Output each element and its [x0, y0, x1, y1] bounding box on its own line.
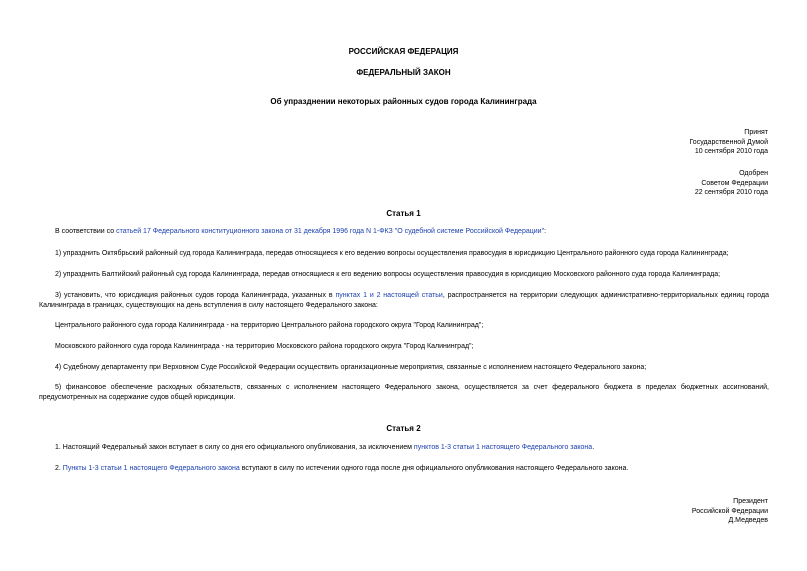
approved-line1: Одобрен: [739, 170, 768, 177]
article1-paragraph4: [39, 291, 769, 311]
signature-line2: Российской Федерации: [691, 507, 768, 515]
article1-p4-pre: 3) установить, что юрисдикция районных судов города Калининграда, указанных в: [55, 292, 336, 299]
adopted-line2: Государственной Думой: [689, 138, 768, 146]
article1-heading: Статья 1: [386, 209, 421, 218]
doc-type-heading: ФЕДЕРАЛЬНЫЙ ЗАКОН: [356, 68, 451, 77]
article1-paragraph1: [39, 227, 769, 237]
adopted-line3: 10 сентября 2010 года: [694, 148, 768, 155]
article1-paragraph3: 2) упразднить Балтийский районный суд города Калининграда, передав относящиеся к его ведению вопросы осуществления правосудия в юрисдикцию Московского районного суда города Калининграда;: [55, 271, 721, 278]
country-heading: РОССИЙСКАЯ ФЕДЕРАЦИЯ: [348, 47, 459, 56]
article1-p1-pre: В соответствии со: [55, 228, 117, 235]
constitutional-law-link[interactable]: статьей 17 Федерального конституционного закона от 31 декабря 1996 года N 1-ФКЗ "О судебной системе Российской Федерации": [116, 228, 545, 235]
approved-line3: 22 сентября 2010 года: [694, 189, 768, 196]
approved-block: [695, 169, 768, 198]
article2-paragraph1: [39, 443, 769, 453]
signature-line3: Д.Медведев: [728, 517, 768, 524]
article2-p2-post: вступают в силу по истечении одного года после дня официального опубликования настоящего Федерального закона.: [239, 465, 629, 472]
adopted-line1: Принят: [744, 129, 768, 136]
points-1-3-link-2[interactable]: Пункты 1-3 статьи 1 настоящего Федерального закона: [62, 465, 240, 472]
signature-line1: Президент: [733, 498, 768, 505]
article2-p1-post: .: [592, 444, 595, 451]
article1-paragraph6: Московского районного суда города Калининграда - на территорию Московского района городского округа "Город Калининград";: [55, 343, 474, 350]
points-1-3-link[interactable]: пунктов 1-3 статьи 1 настоящего Федерального закона: [413, 444, 593, 451]
article1-paragraph8: 5) финансовое обеспечение расходных обязательств, связанных с исполнением настоящего Федерального закона, осуществляется за счет федерального бюджета в пределах бюджетных ассигнований, предусмотренных на содержание судов общей юрисдикции.: [39, 384, 769, 401]
article1-paragraph2: 1) упразднить Октябрьский районный суд города Калининграда, передав относящиеся к его ведению вопросы осуществления правосудия в юрисдикцию Центрального районного суда города Калининграда;: [55, 250, 729, 257]
article1-p4-post: , распространяется на территории следующих административно-территориальных единиц города Калининграда в границах, существующих на день вступления в силу настоящего Федерального закона:: [39, 292, 769, 309]
article2-heading: Статья 2: [386, 424, 421, 433]
points-1-2-link[interactable]: пунктах 1 и 2 настоящей статьи: [335, 292, 443, 299]
article1-paragraph5: Центрального районного суда города Калининграда - на территорию Центрального района городского округа "Город Калининград";: [55, 322, 484, 329]
article2-p1-pre: 1. Настоящий Федеральный закон вступает в силу со дня его официального опубликования, за исключением: [55, 444, 414, 451]
article1-p1-post: :: [544, 228, 547, 235]
article1-paragraph7: 4) Судебному департаменту при Верховном Суде Российской Федерации осуществить организационные мероприятия, связанные с исполнением настоящего Федерального закона;: [55, 364, 647, 371]
article2-paragraph2: [39, 464, 769, 474]
adopted-block: [689, 128, 768, 157]
signature-block: [692, 497, 768, 526]
article2-p2-pre: 2.: [55, 465, 63, 472]
document-title: Об упразднении некоторых районных судов города Калининграда: [270, 97, 537, 106]
approved-line2: Советом Федерации: [701, 179, 768, 187]
